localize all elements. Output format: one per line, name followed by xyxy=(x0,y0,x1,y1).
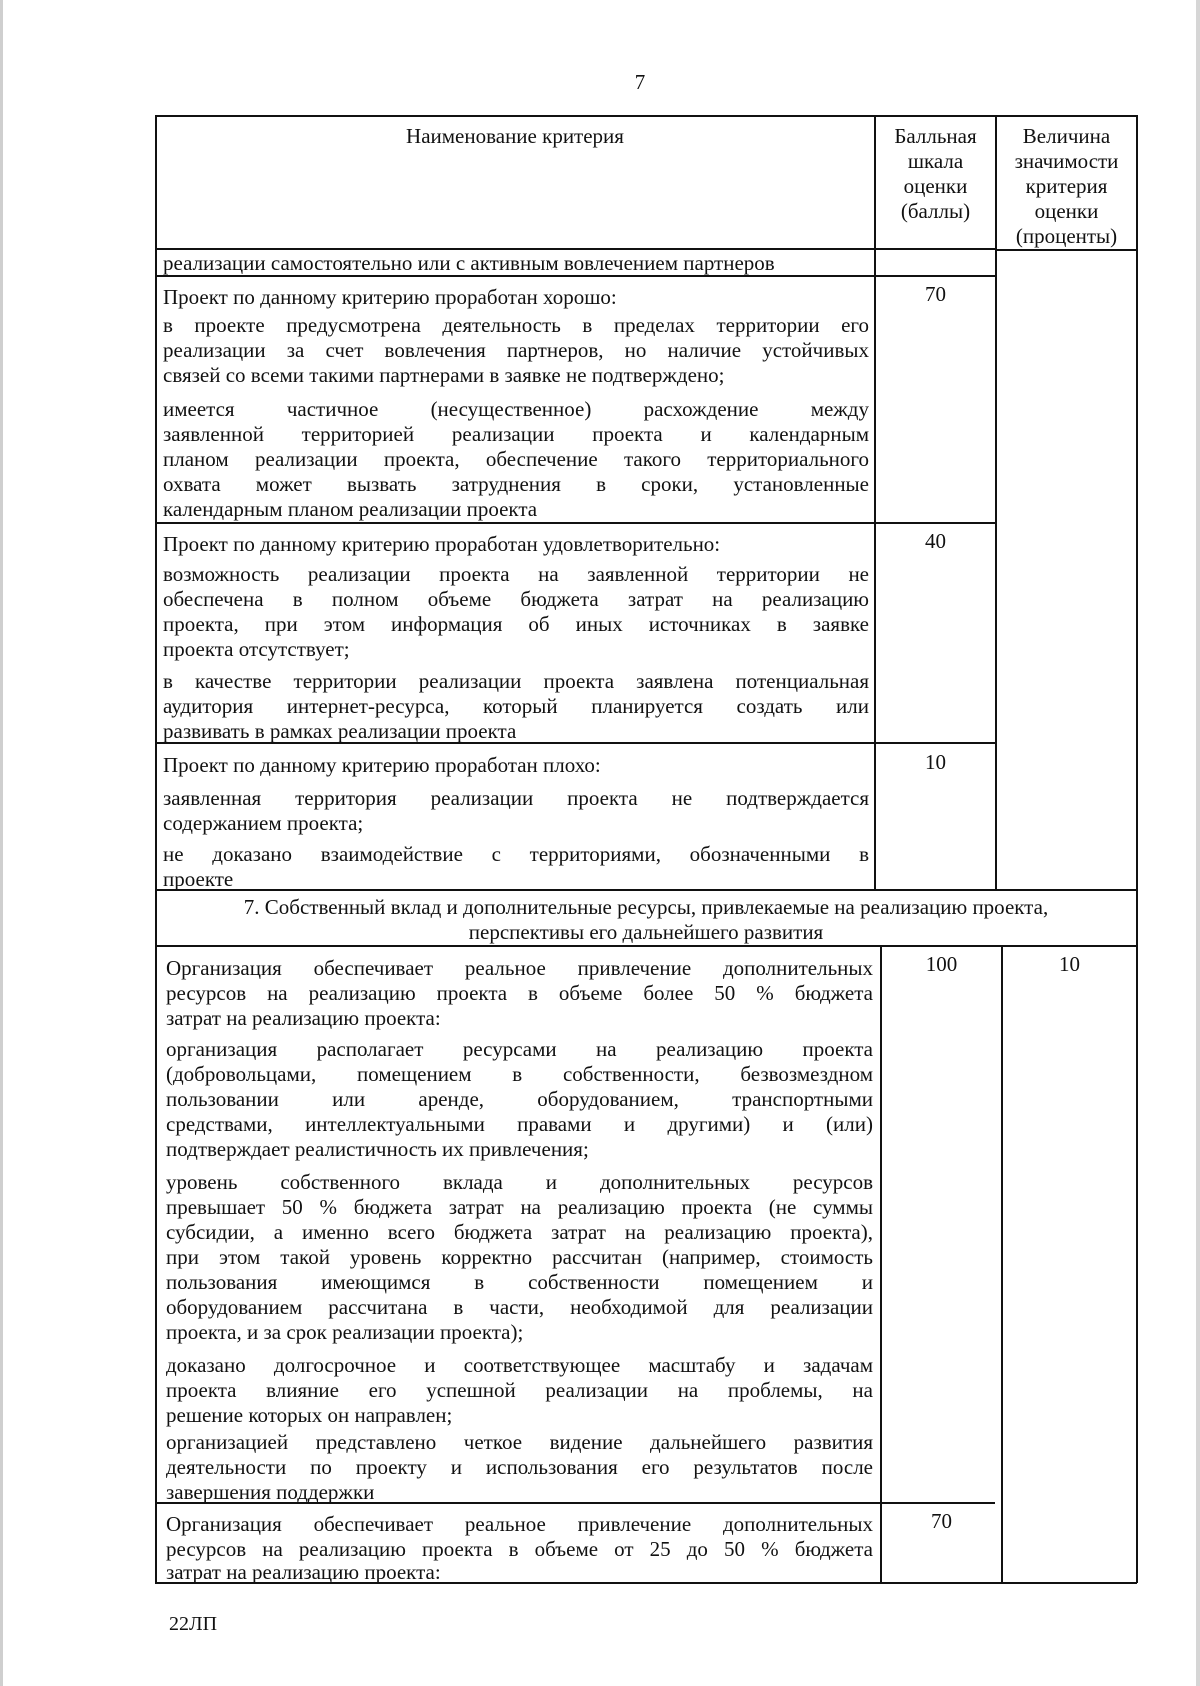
score-value: 100 xyxy=(925,952,958,976)
page-number: 7 xyxy=(634,70,646,94)
score-value: 40 xyxy=(925,529,946,553)
scan-edge-left xyxy=(0,0,3,1686)
scan-edge-right xyxy=(1196,0,1200,1686)
score-value: 10 xyxy=(925,750,946,774)
section-rule-bottom xyxy=(155,945,1137,947)
criterion-level-heading: Проект по данному критерию проработан плохо: xyxy=(163,753,601,777)
document-code: 22ЛП xyxy=(169,1613,218,1635)
column-divider-score xyxy=(880,945,882,1583)
score-value: 70 xyxy=(931,1509,952,1533)
weight-value: 10 xyxy=(1059,952,1080,976)
continuation-text: реализации самостоятельно или с активным вовлечением партнеров xyxy=(163,251,775,275)
table-border-left xyxy=(155,115,157,1583)
header-bottom-rule xyxy=(155,248,995,250)
criterion-level-heading: Проект по данному критерию проработан хорошо: xyxy=(163,285,617,309)
table-border-top xyxy=(155,115,1137,117)
row-rule xyxy=(155,522,995,524)
score-value: 70 xyxy=(925,282,946,306)
column-divider-weight xyxy=(1001,945,1003,1583)
header-criterion-name: Наименование критерия xyxy=(406,124,624,148)
criterion-level-heading: Проект по данному критерию проработан удовлетворительно: xyxy=(163,532,721,556)
header-bottom-rule-weight xyxy=(995,249,1137,251)
table-border-right xyxy=(1136,115,1138,1583)
